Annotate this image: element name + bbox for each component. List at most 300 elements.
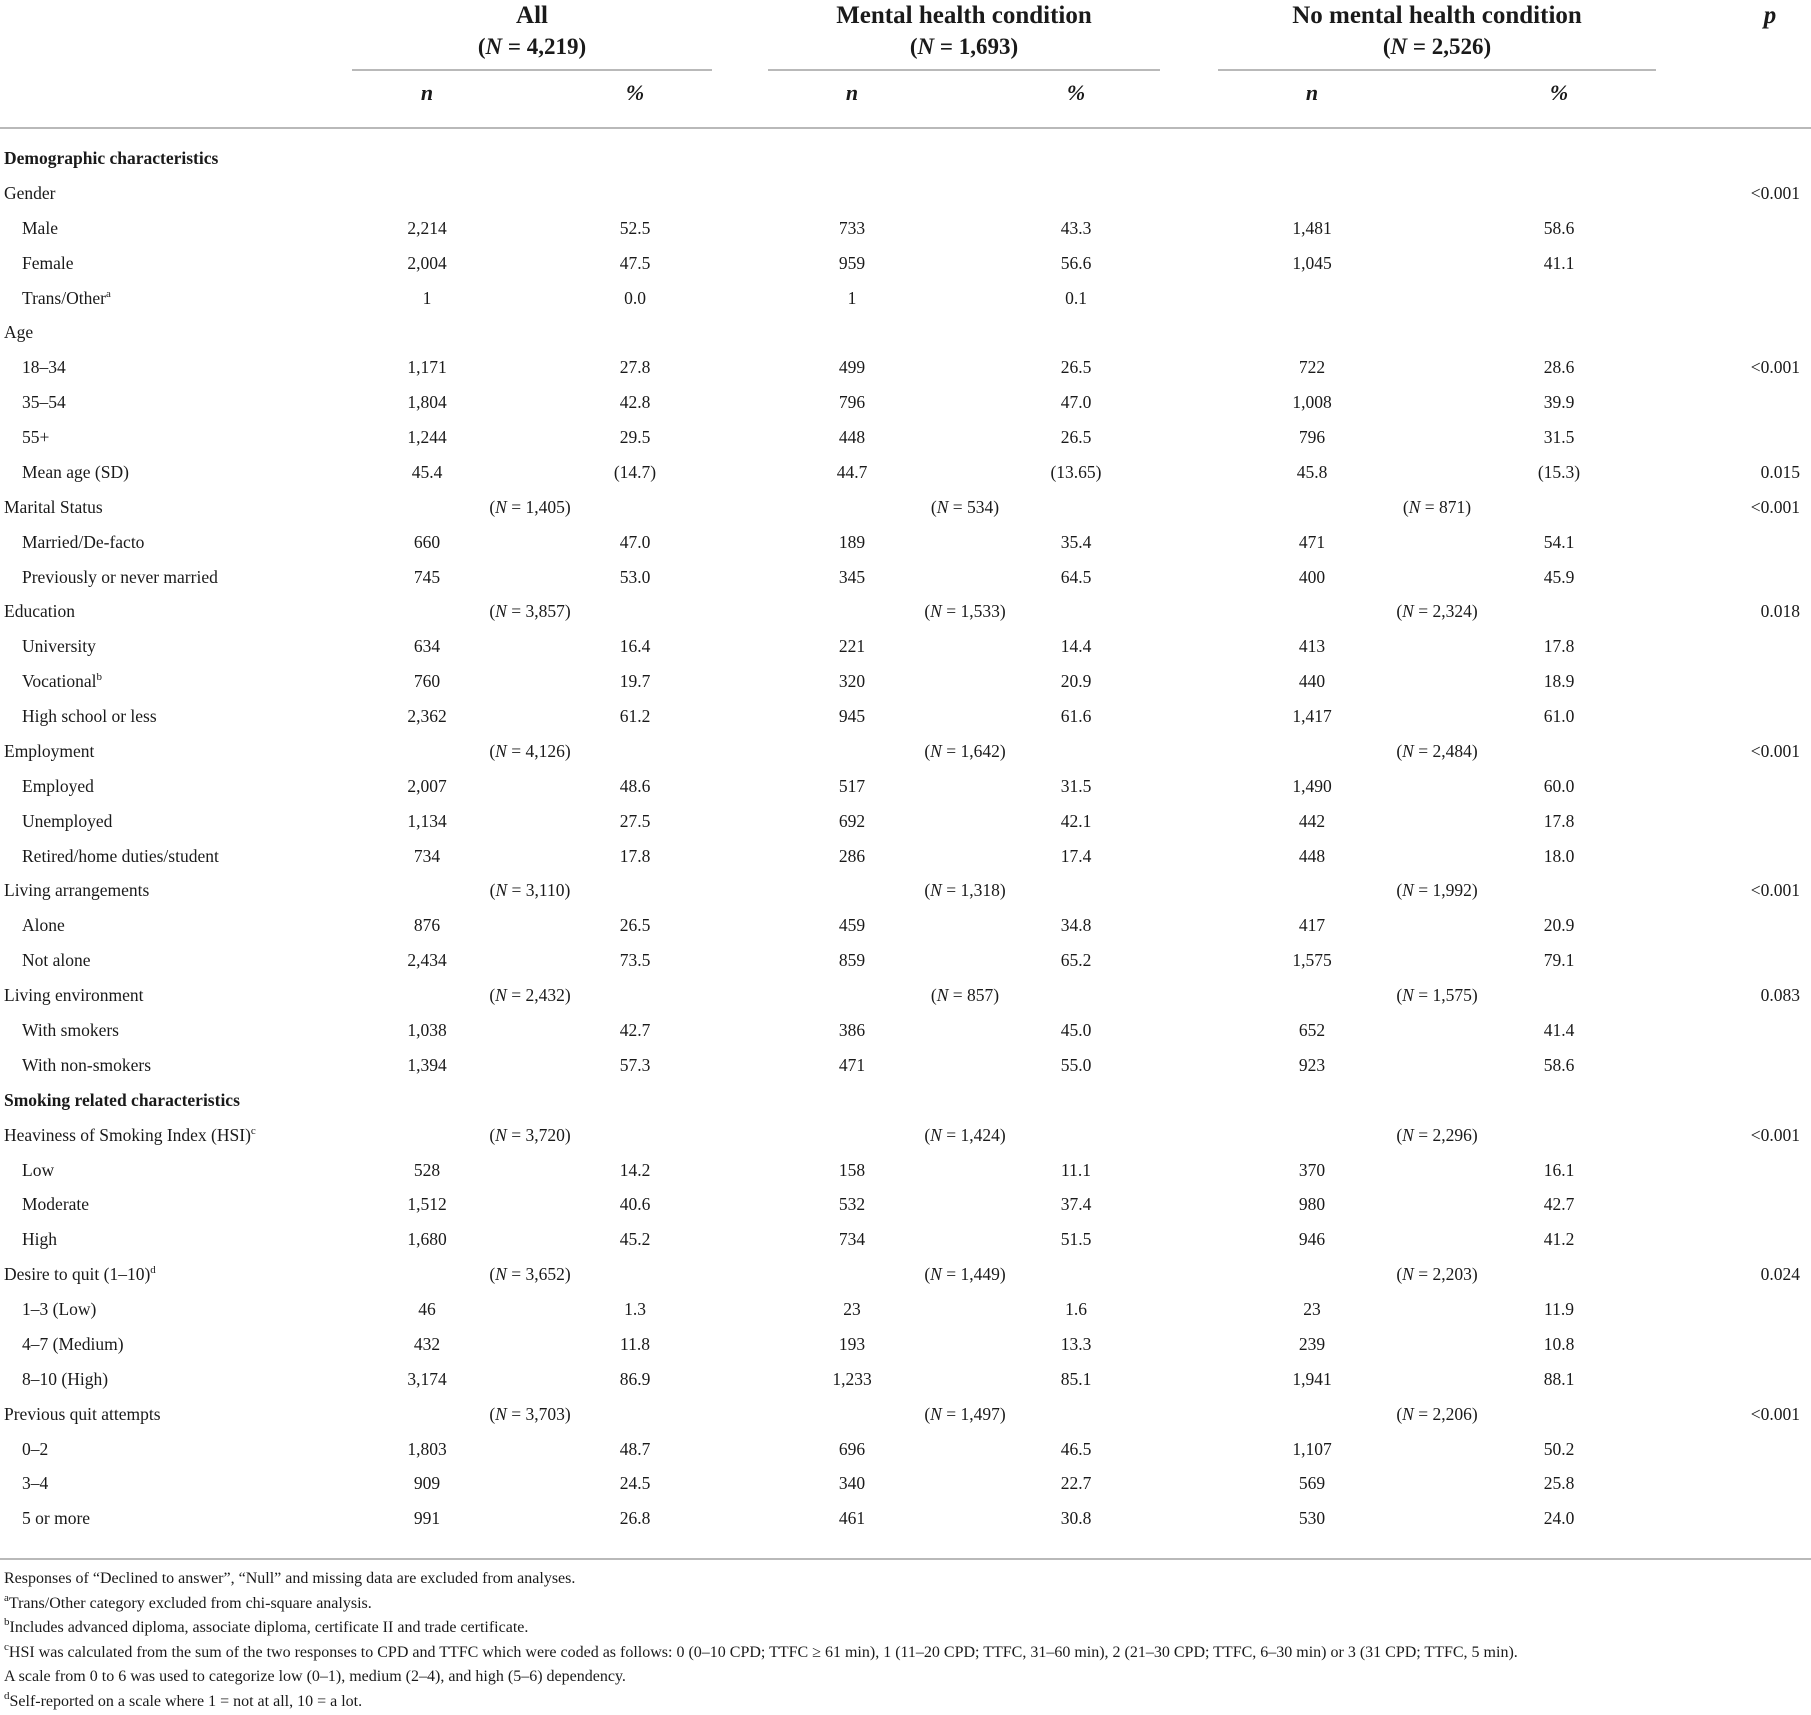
table-row — [0, 1466, 1811, 1501]
category-row — [0, 490, 1811, 525]
count-cell: 413 — [1298, 636, 1326, 657]
count-cell: 652 — [1298, 1020, 1326, 1040]
p-value: <0.001 — [1750, 357, 1800, 378]
percent-cell: 26.5 — [1060, 357, 1092, 378]
row-label: Vocational$^b$ — [22, 671, 103, 692]
count-cell: 1,038 — [407, 1020, 447, 1040]
count-cell: 1,244 — [407, 427, 447, 448]
row-label: Heaviness of Smoking Index (HSI)$^c$ — [4, 1124, 256, 1145]
subgroup-n: (N = 1,533) — [924, 601, 1006, 622]
count-cell: 221 — [838, 636, 866, 657]
percent-cell: 30.8 — [1060, 1508, 1092, 1529]
footnote-marker: b — [4, 1616, 10, 1628]
count-cell: 1,941 — [1292, 1368, 1332, 1389]
subgroup-n: (N = 2,206) — [1396, 1403, 1478, 1424]
row-label: High school or less — [22, 706, 157, 727]
percent-cell: 26.8 — [619, 1508, 651, 1529]
percent-cell: 48.7 — [619, 1438, 651, 1459]
subgroup-n: (N = 1,405) — [489, 496, 571, 517]
percent-cell: 37.4 — [1060, 1194, 1092, 1215]
count-cell: 2,004 — [407, 252, 447, 273]
subgroup-n: (N = 3,703) — [489, 1403, 571, 1424]
count-cell: 459 — [838, 915, 866, 936]
percent-cell: 42.8 — [619, 392, 651, 413]
count-cell: 530 — [1298, 1508, 1326, 1529]
count-cell: 1,394 — [407, 1054, 447, 1075]
subgroup-n: (N = 2,296) — [1396, 1124, 1478, 1145]
percent-cell: 28.6 — [1543, 357, 1575, 378]
count-cell: 722 — [1298, 357, 1326, 378]
row-label: Moderate — [22, 1194, 90, 1215]
count-cell: 499 — [838, 357, 866, 378]
percent-cell: 18.9 — [1543, 671, 1575, 692]
footnote: $^c$HSI was calculated from the sum of the two responses to CPD and TTFC which were coded as follows: 0 (0–10 CPD; TTFC ≥ 61 min), 1 (11–20 CPD; TTFC, 31–60 min), 2 (21–30 CPD; TTFC, 6–30 min) or 3 (31 CPD; TTFC, 5 min). — [4, 1640, 1518, 1661]
count-cell: 1,045 — [1292, 252, 1332, 273]
percent-cell: 42.1 — [1060, 810, 1092, 831]
percent-cell: 60.0 — [1543, 775, 1575, 796]
count-cell: 1,134 — [407, 810, 447, 831]
table-row — [0, 211, 1811, 246]
table-row — [0, 560, 1811, 595]
subgroup-n: (N = 1,424) — [924, 1124, 1006, 1145]
percent-cell: 85.1 — [1060, 1368, 1092, 1389]
group-title: Mental health condition — [836, 2, 1092, 29]
table-row — [0, 664, 1811, 699]
count-cell: 1,107 — [1292, 1438, 1332, 1459]
table-row — [0, 804, 1811, 839]
table-row — [0, 908, 1811, 943]
subgroup-n: (N = 871) — [1402, 496, 1472, 517]
category-row — [0, 978, 1811, 1013]
category-row — [0, 734, 1811, 769]
percent-cell: 41.1 — [1543, 252, 1575, 273]
percent-cell: 0.0 — [624, 287, 646, 308]
percent-cell: 11.8 — [620, 1333, 650, 1354]
count-cell: 923 — [1298, 1054, 1326, 1075]
count-cell: 734 — [413, 845, 441, 866]
percent-cell: 50.2 — [1543, 1438, 1575, 1459]
count-cell: 193 — [838, 1333, 866, 1354]
table-row — [0, 1432, 1811, 1467]
percent-cell: 29.5 — [619, 427, 651, 448]
count-cell: 44.7 — [836, 461, 868, 482]
percent-cell: 17.8 — [619, 845, 651, 866]
count-cell: 45.8 — [1296, 461, 1328, 482]
count-cell: 471 — [838, 1054, 866, 1075]
subgroup-n: (N = 3,720) — [489, 1124, 571, 1145]
row-label: Mean age (SD) — [22, 461, 129, 482]
percent-cell: 47.5 — [619, 252, 651, 273]
p-value: <0.001 — [1750, 880, 1800, 901]
percent-cell: 11.1 — [1061, 1159, 1091, 1180]
count-cell: 991 — [413, 1508, 441, 1529]
footnote-marker: a — [4, 1591, 9, 1604]
header-bottom-rule — [0, 127, 1811, 129]
row-label: Gender — [4, 182, 56, 203]
percent-cell: 54.1 — [1543, 531, 1575, 552]
col-header-n: n — [420, 80, 434, 105]
row-label: Employment — [4, 740, 95, 761]
footnote: $^d$Self-reported on a scale where 1 = not at all, 10 = a lot. — [4, 1689, 363, 1710]
percent-cell: 57.3 — [619, 1054, 651, 1075]
subgroup-n: (N = 1,318) — [924, 880, 1006, 901]
percent-cell: 17.8 — [1543, 810, 1575, 831]
count-cell: 946 — [1298, 1229, 1326, 1250]
count-cell: 2,362 — [407, 706, 447, 727]
count-cell: 796 — [1298, 427, 1326, 448]
p-value-header: p — [1763, 2, 1777, 29]
table-row — [0, 281, 1811, 316]
table-row — [0, 1187, 1811, 1222]
row-label: Male — [22, 217, 58, 238]
table-row — [0, 1048, 1811, 1083]
percent-cell: 40.6 — [619, 1194, 651, 1215]
percent-cell: 19.7 — [619, 671, 651, 692]
percent-cell: (14.7) — [613, 461, 657, 482]
subgroup-n: (N = 2,203) — [1396, 1264, 1478, 1285]
percent-cell: 39.9 — [1543, 392, 1575, 413]
section-header-row — [0, 141, 1811, 176]
count-cell: 442 — [1298, 810, 1326, 831]
subgroup-n: (N = 1,497) — [924, 1403, 1006, 1424]
count-cell: 532 — [838, 1194, 866, 1215]
table-row — [0, 1153, 1811, 1188]
count-cell: 745 — [413, 566, 441, 587]
percent-cell: 58.6 — [1543, 217, 1575, 238]
row-label: Smoking related characteristics — [4, 1089, 240, 1110]
p-value: <0.001 — [1750, 182, 1800, 203]
count-cell: 286 — [838, 845, 866, 866]
count-cell: 1,680 — [407, 1229, 447, 1250]
count-cell: 1,575 — [1292, 950, 1332, 971]
count-cell: 859 — [838, 950, 866, 971]
subgroup-n: (N = 3,110) — [489, 880, 571, 901]
percent-cell: 55.0 — [1060, 1054, 1092, 1075]
count-cell: 1,233 — [832, 1368, 872, 1389]
count-cell: 1,008 — [1292, 392, 1332, 413]
percent-cell: 1.3 — [624, 1299, 646, 1320]
percent-cell: 47.0 — [619, 531, 651, 552]
percent-cell: 61.0 — [1543, 706, 1575, 727]
count-cell: 517 — [838, 775, 866, 796]
percent-cell: 35.4 — [1060, 531, 1092, 552]
count-cell: 760 — [413, 671, 441, 692]
row-label: High — [22, 1229, 57, 1250]
table-row — [0, 350, 1811, 385]
footnote: $^a$Trans/Other category excluded from chi-square analysis. — [4, 1591, 372, 1612]
count-cell: 2,214 — [407, 217, 447, 238]
percent-cell: 45.0 — [1060, 1020, 1092, 1040]
row-label: Desire to quit $(1-10)^d$ — [4, 1264, 156, 1285]
count-cell: 733 — [838, 217, 866, 238]
col-header-n: n — [845, 80, 859, 105]
table-row — [0, 455, 1811, 490]
table-row — [0, 1501, 1811, 1536]
subgroup-n: (N = 1,642) — [924, 740, 1006, 761]
count-cell: 1,512 — [407, 1194, 447, 1215]
percent-cell: 17.4 — [1060, 845, 1092, 866]
subgroup-n: (N = 1,449) — [924, 1264, 1006, 1285]
row-label: 3–4 — [22, 1473, 49, 1494]
percent-cell: 14.4 — [1060, 636, 1092, 657]
percent-cell: 26.5 — [619, 915, 651, 936]
percent-cell: 86.9 — [619, 1368, 651, 1389]
count-cell: 23 — [843, 1299, 861, 1320]
group-header-all — [352, 0, 712, 62]
percent-cell: 13.3 — [1060, 1333, 1092, 1354]
category-row — [0, 873, 1811, 908]
footnote: $^b$Includes advanced diploma, associate diploma, certificate II and trade certificate. — [4, 1616, 529, 1636]
table-row — [0, 943, 1811, 978]
row-label: Education — [4, 601, 75, 622]
percent-cell: 42.7 — [619, 1020, 651, 1040]
count-cell: 796 — [838, 392, 866, 413]
percent-cell: 27.8 — [619, 357, 651, 378]
group-rule-no-mental-health — [1218, 69, 1656, 71]
count-cell: 1,481 — [1292, 217, 1332, 238]
count-cell: 340 — [838, 1473, 866, 1494]
subgroup-n: (N = 2,324) — [1396, 601, 1478, 622]
category-row — [0, 594, 1811, 629]
count-cell: 471 — [1298, 531, 1326, 552]
percent-cell: 10.8 — [1543, 1333, 1575, 1354]
count-cell: 909 — [413, 1473, 441, 1494]
footnote: A scale from 0 to 6 was used to categorize low (0–1), medium (2–4), and high (5–6) dependency. — [4, 1668, 626, 1685]
p-value: <0.001 — [1750, 1124, 1800, 1145]
row-label: Low — [22, 1159, 55, 1180]
percent-cell: 1.6 — [1065, 1299, 1087, 1320]
group-n: (N = 4,219) — [477, 34, 587, 59]
count-cell: 692 — [838, 810, 866, 831]
percent-cell: 22.7 — [1060, 1473, 1092, 1494]
table-row — [0, 385, 1811, 420]
group-n: (N = 1,693) — [909, 34, 1019, 59]
row-label: 1–3 (Low) — [22, 1299, 97, 1320]
count-cell: 386 — [838, 1020, 866, 1040]
table-row — [0, 1013, 1811, 1048]
section-header-row — [0, 1083, 1811, 1118]
count-cell: 1 — [422, 287, 432, 308]
row-label: 8–10 (High) — [22, 1368, 109, 1389]
count-cell: 959 — [838, 252, 866, 273]
count-cell: 2,434 — [407, 950, 447, 971]
category-row — [0, 176, 1811, 211]
p-value: <0.001 — [1750, 740, 1800, 761]
row-label: Employed — [22, 775, 94, 796]
percent-cell: 45.2 — [619, 1229, 651, 1250]
percent-cell: 61.2 — [619, 706, 651, 727]
count-cell: 370 — [1298, 1159, 1326, 1180]
percent-cell: 41.2 — [1543, 1229, 1575, 1250]
subgroup-n: (N = 2,432) — [489, 985, 571, 1006]
table-row — [0, 246, 1811, 281]
p-value: 0.024 — [1760, 1264, 1800, 1285]
group-title: No mental health condition — [1292, 2, 1582, 29]
subgroup-n: (N = 2,484) — [1396, 740, 1478, 761]
percent-cell: 16.4 — [619, 636, 651, 657]
row-label: Living arrangements — [4, 880, 150, 901]
count-cell: 1,171 — [407, 357, 447, 378]
count-cell: 448 — [1298, 845, 1326, 866]
percent-cell: 26.5 — [1060, 427, 1092, 448]
count-cell: 3,174 — [407, 1368, 447, 1389]
percent-cell: 34.8 — [1060, 915, 1092, 936]
percent-cell: 65.2 — [1060, 950, 1092, 971]
subgroup-n: (N = 3,652) — [489, 1264, 571, 1285]
row-label: 35–54 — [22, 392, 66, 413]
percent-cell: 20.9 — [1543, 915, 1575, 936]
row-label: Marital Status — [4, 496, 103, 517]
percent-cell: 58.6 — [1543, 1054, 1575, 1075]
count-cell: 432 — [413, 1333, 441, 1354]
table-row — [0, 1292, 1811, 1327]
percent-cell: 79.1 — [1543, 950, 1575, 971]
count-cell: 876 — [413, 915, 441, 936]
table-row — [0, 525, 1811, 560]
row-label: 55+ — [22, 427, 50, 448]
percent-cell: 61.6 — [1060, 706, 1092, 727]
footnote-marker: a — [105, 287, 111, 300]
row-label: Living environment — [4, 985, 144, 1006]
percent-cell: 20.9 — [1060, 671, 1092, 692]
count-cell: 1 — [847, 287, 857, 308]
footnote-marker: d — [4, 1689, 10, 1702]
row-label: Unemployed — [22, 810, 113, 831]
p-value: 0.018 — [1760, 601, 1800, 622]
row-label: 0–2 — [22, 1438, 49, 1459]
subgroup-n: (N = 857) — [930, 985, 1000, 1006]
subgroup-n: (N = 4,126) — [489, 740, 571, 761]
percent-cell: 47.0 — [1060, 392, 1092, 413]
count-cell: 400 — [1298, 566, 1326, 587]
percent-cell: 53.0 — [619, 566, 651, 587]
count-cell: 945 — [838, 706, 866, 727]
subgroup-n: (N = 534) — [930, 496, 1000, 517]
count-cell: 158 — [838, 1159, 866, 1180]
row-label: Married/De-facto — [22, 531, 145, 552]
table-row — [0, 699, 1811, 734]
count-cell: 734 — [838, 1229, 866, 1250]
percent-cell: 31.5 — [1060, 775, 1092, 796]
percent-cell: 51.5 — [1060, 1229, 1092, 1250]
percent-cell: 48.6 — [619, 775, 651, 796]
count-cell: 569 — [1298, 1473, 1326, 1494]
row-label: 4–7 (Medium) — [22, 1333, 124, 1354]
percent-cell: 0.1 — [1065, 287, 1087, 308]
table-bottom-rule — [0, 1558, 1811, 1560]
percent-cell: 88.1 — [1543, 1368, 1575, 1389]
percent-cell: 27.5 — [619, 810, 651, 831]
row-label: Demographic characteristics — [4, 148, 219, 168]
col-header-n: n — [1305, 80, 1319, 105]
p-value: 0.015 — [1760, 461, 1800, 482]
footnote-marker: b — [96, 671, 103, 684]
row-label: Previously or never married — [22, 566, 218, 587]
row-label: Female — [22, 252, 74, 273]
percent-cell: 25.8 — [1543, 1473, 1575, 1494]
percent-cell: 43.3 — [1060, 217, 1092, 238]
percent-cell: 24.5 — [619, 1473, 651, 1494]
category-row — [0, 315, 1811, 350]
category-row — [0, 1397, 1811, 1432]
count-cell: 448 — [838, 427, 866, 448]
percent-cell: 24.0 — [1543, 1508, 1575, 1529]
col-header-pct: % — [1066, 80, 1086, 105]
row-label: Trans/Other$^a$ — [22, 287, 111, 308]
count-cell: 696 — [838, 1438, 866, 1459]
category-row — [0, 1118, 1811, 1153]
percent-cell: 56.6 — [1060, 252, 1092, 273]
table-row — [0, 1222, 1811, 1257]
count-cell: 1,803 — [407, 1438, 447, 1459]
row-label: 5 or more — [22, 1508, 91, 1529]
group-title: All — [516, 2, 548, 29]
group-rule-all — [352, 69, 712, 71]
count-cell: 189 — [838, 531, 866, 552]
footnote-marker: c — [4, 1640, 9, 1653]
row-label: 18–34 — [22, 357, 66, 378]
percent-cell: 41.4 — [1543, 1020, 1575, 1040]
percent-cell: 16.1 — [1543, 1159, 1575, 1180]
p-value: <0.001 — [1750, 1403, 1800, 1424]
subgroup-n: (N = 3,857) — [489, 601, 571, 622]
footnote-marker: c — [250, 1124, 256, 1137]
p-value: 0.083 — [1760, 985, 1800, 1006]
percent-cell: 64.5 — [1060, 566, 1092, 587]
percent-cell: 11.9 — [1544, 1299, 1574, 1320]
table-row — [0, 1362, 1811, 1397]
percent-cell: 52.5 — [619, 217, 651, 238]
count-cell: 2,007 — [407, 775, 447, 796]
count-cell: 417 — [1298, 915, 1326, 936]
percent-cell: (15.3) — [1537, 461, 1581, 482]
count-cell: 345 — [838, 566, 866, 587]
count-cell: 239 — [1298, 1333, 1326, 1354]
p-value: <0.001 — [1750, 496, 1800, 517]
group-header-mental-health — [768, 0, 1160, 62]
row-label: University — [22, 636, 96, 657]
count-cell: 528 — [413, 1159, 441, 1180]
table-row — [0, 629, 1811, 664]
table-row — [0, 769, 1811, 804]
table-row — [0, 839, 1811, 874]
row-label: Retired/home duties/student — [22, 845, 219, 866]
subgroup-n: (N = 1,992) — [1396, 880, 1478, 901]
percent-cell: 17.8 — [1543, 636, 1575, 657]
percent-cell: 18.0 — [1543, 845, 1575, 866]
table-row — [0, 1327, 1811, 1362]
col-header-pct: % — [625, 80, 645, 105]
percent-cell: (13.65) — [1050, 461, 1102, 482]
col-header-pct: % — [1549, 80, 1569, 105]
count-cell: 440 — [1298, 671, 1326, 692]
count-cell: 461 — [838, 1508, 866, 1529]
footnote-marker: d — [150, 1264, 156, 1277]
percent-cell: 14.2 — [619, 1159, 651, 1180]
count-cell: 1,417 — [1292, 706, 1332, 727]
count-cell: 660 — [413, 531, 441, 552]
percent-cell: 46.5 — [1060, 1438, 1092, 1459]
count-cell: 45.4 — [411, 461, 443, 482]
percent-cell: 31.5 — [1543, 427, 1575, 448]
subgroup-n: (N = 1,575) — [1396, 985, 1478, 1006]
count-cell: 980 — [1298, 1194, 1326, 1215]
percent-cell: 73.5 — [619, 950, 651, 971]
count-cell: 1,490 — [1292, 775, 1332, 796]
group-rule-mental-health — [768, 69, 1160, 71]
row-label: Age — [4, 322, 34, 343]
group-header-no-mental-health — [1218, 0, 1656, 62]
